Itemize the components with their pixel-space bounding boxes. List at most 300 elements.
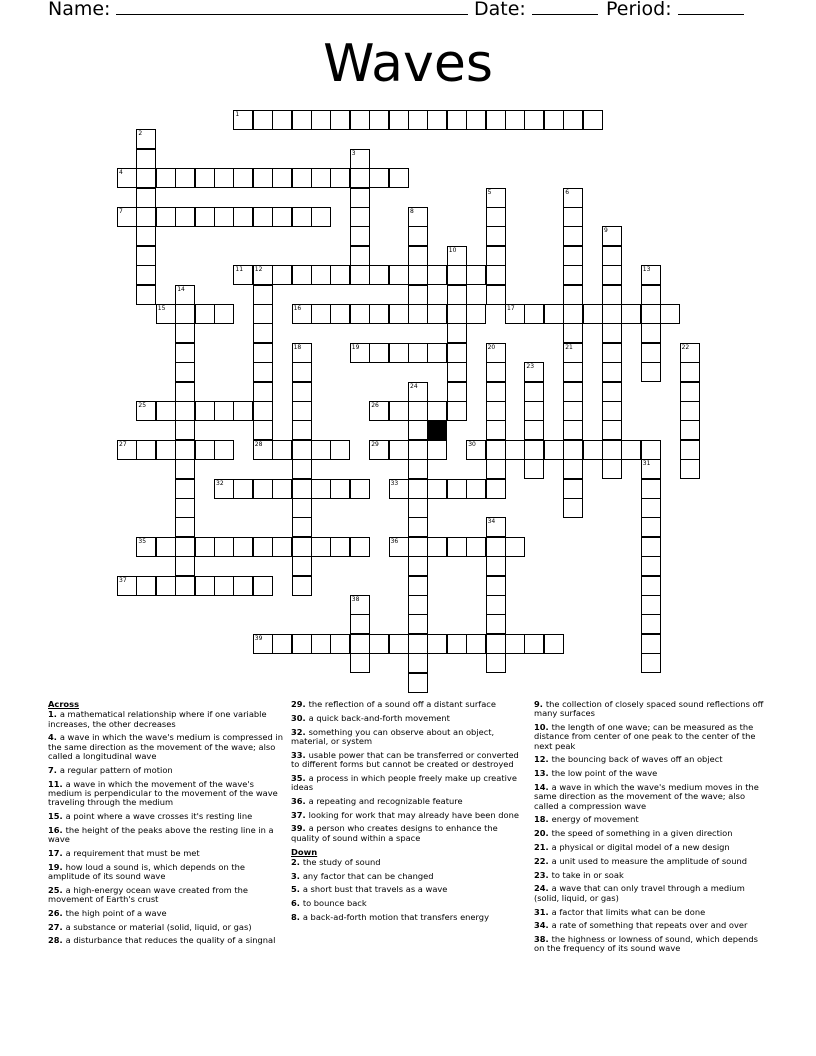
grid-cell[interactable] bbox=[350, 537, 370, 557]
grid-cell[interactable] bbox=[602, 382, 622, 402]
grid-cell[interactable] bbox=[544, 304, 564, 324]
grid-cell[interactable] bbox=[505, 304, 525, 324]
grid-cell[interactable] bbox=[563, 110, 583, 130]
grid-cell[interactable] bbox=[330, 304, 350, 324]
grid-cell[interactable] bbox=[583, 110, 603, 130]
grid-cell[interactable] bbox=[233, 576, 253, 596]
grid-cell[interactable] bbox=[253, 440, 273, 460]
grid-cell[interactable] bbox=[292, 537, 312, 557]
grid-cell[interactable] bbox=[486, 188, 506, 208]
grid-cell[interactable] bbox=[292, 556, 312, 576]
grid-cell[interactable] bbox=[466, 479, 486, 499]
grid-cell[interactable] bbox=[369, 168, 389, 188]
grid-cell[interactable] bbox=[505, 634, 525, 654]
grid-cell[interactable] bbox=[117, 207, 137, 227]
grid-cell[interactable] bbox=[408, 634, 428, 654]
grid-cell[interactable] bbox=[486, 110, 506, 130]
grid-cell[interactable] bbox=[641, 653, 661, 673]
grid-cell[interactable] bbox=[233, 168, 253, 188]
grid-cell[interactable] bbox=[563, 265, 583, 285]
grid-cell[interactable] bbox=[117, 576, 137, 596]
grid-cell[interactable] bbox=[486, 265, 506, 285]
grid-cell[interactable] bbox=[350, 479, 370, 499]
grid-cell[interactable] bbox=[156, 304, 176, 324]
grid-cell[interactable] bbox=[136, 440, 156, 460]
grid-cell[interactable] bbox=[369, 265, 389, 285]
grid-cell[interactable] bbox=[524, 440, 544, 460]
grid-cell[interactable] bbox=[408, 207, 428, 227]
grid-cell[interactable] bbox=[156, 537, 176, 557]
grid-cell[interactable] bbox=[233, 110, 253, 130]
grid-cell[interactable] bbox=[292, 362, 312, 382]
grid-cell[interactable] bbox=[156, 401, 176, 421]
grid-cell[interactable] bbox=[524, 401, 544, 421]
grid-cell[interactable] bbox=[583, 440, 603, 460]
grid-cell[interactable] bbox=[641, 479, 661, 499]
grid-cell[interactable] bbox=[311, 265, 331, 285]
grid-cell[interactable] bbox=[136, 246, 156, 266]
grid-cell[interactable] bbox=[563, 304, 583, 324]
grid-cell[interactable] bbox=[195, 440, 215, 460]
grid-cell[interactable] bbox=[641, 285, 661, 305]
grid-cell[interactable] bbox=[311, 207, 331, 227]
grid-cell[interactable] bbox=[292, 576, 312, 596]
grid-cell[interactable] bbox=[680, 343, 700, 363]
grid-cell[interactable] bbox=[311, 634, 331, 654]
grid-cell[interactable] bbox=[563, 188, 583, 208]
grid-cell[interactable] bbox=[427, 479, 447, 499]
grid-cell[interactable] bbox=[447, 343, 467, 363]
grid-cell[interactable] bbox=[408, 479, 428, 499]
grid-cell[interactable] bbox=[563, 479, 583, 499]
grid-cell[interactable] bbox=[253, 362, 273, 382]
grid-cell[interactable] bbox=[350, 614, 370, 634]
grid-cell[interactable] bbox=[272, 265, 292, 285]
grid-cell[interactable] bbox=[602, 265, 622, 285]
grid-cell[interactable] bbox=[486, 459, 506, 479]
grid-cell[interactable] bbox=[292, 440, 312, 460]
grid-cell[interactable] bbox=[447, 246, 467, 266]
grid-cell[interactable] bbox=[641, 459, 661, 479]
grid-cell[interactable] bbox=[214, 168, 234, 188]
grid-cell[interactable] bbox=[680, 440, 700, 460]
grid-cell[interactable] bbox=[311, 479, 331, 499]
grid-cell[interactable] bbox=[175, 304, 195, 324]
grid-cell[interactable] bbox=[486, 382, 506, 402]
grid-cell[interactable] bbox=[350, 304, 370, 324]
grid-cell[interactable] bbox=[175, 479, 195, 499]
grid-cell[interactable] bbox=[136, 537, 156, 557]
grid-cell[interactable] bbox=[292, 517, 312, 537]
grid-cell[interactable] bbox=[505, 440, 525, 460]
grid-cell[interactable] bbox=[233, 479, 253, 499]
grid-cell[interactable] bbox=[602, 226, 622, 246]
grid-cell[interactable] bbox=[427, 401, 447, 421]
grid-cell[interactable] bbox=[408, 420, 428, 440]
grid-cell[interactable] bbox=[214, 304, 234, 324]
grid-cell[interactable] bbox=[408, 401, 428, 421]
grid-cell[interactable] bbox=[563, 420, 583, 440]
grid-cell[interactable] bbox=[641, 265, 661, 285]
grid-cell[interactable] bbox=[311, 440, 331, 460]
grid-cell[interactable] bbox=[447, 479, 467, 499]
grid-cell[interactable] bbox=[641, 556, 661, 576]
grid-cell[interactable] bbox=[427, 634, 447, 654]
grid-cell[interactable] bbox=[350, 110, 370, 130]
grid-cell[interactable] bbox=[214, 401, 234, 421]
grid-cell[interactable] bbox=[408, 498, 428, 518]
grid-cell[interactable] bbox=[253, 265, 273, 285]
grid-cell[interactable] bbox=[253, 323, 273, 343]
grid-cell[interactable] bbox=[330, 440, 350, 460]
grid-cell[interactable] bbox=[389, 110, 409, 130]
grid-cell[interactable] bbox=[233, 265, 253, 285]
grid-cell[interactable] bbox=[486, 595, 506, 615]
grid-cell[interactable] bbox=[408, 595, 428, 615]
grid-cell[interactable] bbox=[466, 537, 486, 557]
grid-cell[interactable] bbox=[427, 537, 447, 557]
grid-cell[interactable] bbox=[389, 440, 409, 460]
grid-cell[interactable] bbox=[563, 440, 583, 460]
grid-cell[interactable] bbox=[486, 634, 506, 654]
grid-cell[interactable] bbox=[195, 576, 215, 596]
grid-cell[interactable] bbox=[486, 556, 506, 576]
grid-cell[interactable] bbox=[136, 285, 156, 305]
grid-cell[interactable] bbox=[602, 323, 622, 343]
grid-cell[interactable] bbox=[389, 265, 409, 285]
grid-cell[interactable] bbox=[369, 304, 389, 324]
grid-cell[interactable] bbox=[292, 420, 312, 440]
grid-cell[interactable] bbox=[408, 517, 428, 537]
grid-cell[interactable] bbox=[330, 537, 350, 557]
grid-cell[interactable] bbox=[641, 498, 661, 518]
grid-cell[interactable] bbox=[544, 440, 564, 460]
grid-cell[interactable] bbox=[602, 362, 622, 382]
grid-cell[interactable] bbox=[330, 634, 350, 654]
grid-cell[interactable] bbox=[389, 343, 409, 363]
grid-cell[interactable] bbox=[680, 382, 700, 402]
grid-cell[interactable] bbox=[156, 576, 176, 596]
grid-cell[interactable] bbox=[272, 207, 292, 227]
grid-cell[interactable] bbox=[427, 440, 447, 460]
grid-cell[interactable] bbox=[292, 168, 312, 188]
grid-cell[interactable] bbox=[408, 673, 428, 693]
grid-cell[interactable] bbox=[660, 304, 680, 324]
grid-cell[interactable] bbox=[641, 343, 661, 363]
grid-cell[interactable] bbox=[175, 362, 195, 382]
grid-cell[interactable] bbox=[136, 188, 156, 208]
grid-cell[interactable] bbox=[486, 614, 506, 634]
grid-cell[interactable] bbox=[253, 479, 273, 499]
grid-cell[interactable] bbox=[524, 362, 544, 382]
grid-cell[interactable] bbox=[447, 382, 467, 402]
grid-cell[interactable] bbox=[408, 246, 428, 266]
grid-cell[interactable] bbox=[486, 440, 506, 460]
grid-cell[interactable] bbox=[292, 265, 312, 285]
grid-cell[interactable] bbox=[233, 537, 253, 557]
grid-cell[interactable] bbox=[311, 168, 331, 188]
grid-cell[interactable] bbox=[641, 614, 661, 634]
grid-cell[interactable] bbox=[641, 634, 661, 654]
grid-cell[interactable] bbox=[292, 498, 312, 518]
grid-cell[interactable] bbox=[486, 479, 506, 499]
grid-cell[interactable] bbox=[175, 517, 195, 537]
grid-cell[interactable] bbox=[427, 110, 447, 130]
grid-cell[interactable] bbox=[447, 304, 467, 324]
grid-cell[interactable] bbox=[253, 285, 273, 305]
grid-cell[interactable] bbox=[602, 285, 622, 305]
grid-cell[interactable] bbox=[427, 304, 447, 324]
grid-cell[interactable] bbox=[292, 343, 312, 363]
grid-cell[interactable] bbox=[447, 285, 467, 305]
grid-cell[interactable] bbox=[486, 576, 506, 596]
grid-cell[interactable] bbox=[350, 653, 370, 673]
grid-cell[interactable] bbox=[292, 304, 312, 324]
grid-cell[interactable] bbox=[466, 110, 486, 130]
grid-cell[interactable] bbox=[563, 459, 583, 479]
grid-cell[interactable] bbox=[524, 420, 544, 440]
grid-cell[interactable] bbox=[253, 401, 273, 421]
grid-cell[interactable] bbox=[389, 401, 409, 421]
grid-cell[interactable] bbox=[389, 537, 409, 557]
grid-cell[interactable] bbox=[447, 323, 467, 343]
grid-cell[interactable] bbox=[214, 537, 234, 557]
grid-cell[interactable] bbox=[292, 401, 312, 421]
grid-cell[interactable] bbox=[136, 207, 156, 227]
grid-cell[interactable] bbox=[408, 382, 428, 402]
grid-cell[interactable] bbox=[447, 537, 467, 557]
grid-cell[interactable] bbox=[563, 401, 583, 421]
grid-cell[interactable] bbox=[272, 537, 292, 557]
grid-cell[interactable] bbox=[524, 459, 544, 479]
grid-cell[interactable] bbox=[408, 537, 428, 557]
grid-cell[interactable] bbox=[408, 304, 428, 324]
grid-cell[interactable] bbox=[117, 440, 137, 460]
grid-cell[interactable] bbox=[408, 653, 428, 673]
grid-cell[interactable] bbox=[524, 634, 544, 654]
grid-cell[interactable] bbox=[214, 576, 234, 596]
grid-cell[interactable] bbox=[563, 343, 583, 363]
grid-cell[interactable] bbox=[175, 343, 195, 363]
grid-cell[interactable] bbox=[272, 110, 292, 130]
grid-cell[interactable] bbox=[389, 168, 409, 188]
grid-cell[interactable] bbox=[350, 226, 370, 246]
grid-cell[interactable] bbox=[292, 382, 312, 402]
grid-cell[interactable] bbox=[330, 265, 350, 285]
grid-cell[interactable] bbox=[680, 420, 700, 440]
grid-cell[interactable] bbox=[292, 207, 312, 227]
grid-cell[interactable] bbox=[680, 362, 700, 382]
grid-cell[interactable] bbox=[253, 537, 273, 557]
grid-cell[interactable] bbox=[175, 556, 195, 576]
grid-cell[interactable] bbox=[175, 576, 195, 596]
grid-cell[interactable] bbox=[486, 207, 506, 227]
grid-cell[interactable] bbox=[389, 304, 409, 324]
grid-cell[interactable] bbox=[136, 129, 156, 149]
grid-cell[interactable] bbox=[136, 401, 156, 421]
grid-cell[interactable] bbox=[524, 110, 544, 130]
grid-cell[interactable] bbox=[175, 498, 195, 518]
grid-cell[interactable] bbox=[486, 653, 506, 673]
grid-cell[interactable] bbox=[175, 420, 195, 440]
grid-cell[interactable] bbox=[330, 168, 350, 188]
grid-cell[interactable] bbox=[292, 459, 312, 479]
grid-cell[interactable] bbox=[447, 401, 467, 421]
grid-cell[interactable] bbox=[408, 576, 428, 596]
grid-cell[interactable] bbox=[175, 382, 195, 402]
grid-cell[interactable] bbox=[369, 401, 389, 421]
grid-cell[interactable] bbox=[680, 459, 700, 479]
grid-cell[interactable] bbox=[563, 246, 583, 266]
grid-cell[interactable] bbox=[602, 304, 622, 324]
grid-cell[interactable] bbox=[427, 265, 447, 285]
grid-cell[interactable] bbox=[175, 401, 195, 421]
grid-cell[interactable] bbox=[253, 343, 273, 363]
grid-cell[interactable] bbox=[447, 634, 467, 654]
grid-cell[interactable] bbox=[272, 440, 292, 460]
grid-cell[interactable] bbox=[350, 246, 370, 266]
grid-cell[interactable] bbox=[447, 362, 467, 382]
grid-cell[interactable] bbox=[408, 285, 428, 305]
grid-cell[interactable] bbox=[330, 110, 350, 130]
grid-cell[interactable] bbox=[408, 110, 428, 130]
grid-cell[interactable] bbox=[563, 382, 583, 402]
grid-cell[interactable] bbox=[408, 556, 428, 576]
grid-cell[interactable] bbox=[563, 498, 583, 518]
grid-cell[interactable] bbox=[563, 362, 583, 382]
grid-cell[interactable] bbox=[369, 440, 389, 460]
grid-cell[interactable] bbox=[389, 479, 409, 499]
grid-cell[interactable] bbox=[195, 168, 215, 188]
grid-cell[interactable] bbox=[466, 634, 486, 654]
grid-cell[interactable] bbox=[583, 304, 603, 324]
grid-cell[interactable] bbox=[544, 110, 564, 130]
grid-cell[interactable] bbox=[330, 479, 350, 499]
grid-cell[interactable] bbox=[272, 634, 292, 654]
grid-cell[interactable] bbox=[408, 614, 428, 634]
grid-cell[interactable] bbox=[563, 226, 583, 246]
grid-cell[interactable] bbox=[214, 479, 234, 499]
grid-cell[interactable] bbox=[350, 168, 370, 188]
grid-cell[interactable] bbox=[641, 595, 661, 615]
grid-cell[interactable] bbox=[486, 401, 506, 421]
grid-cell[interactable] bbox=[641, 304, 661, 324]
grid-cell[interactable] bbox=[486, 517, 506, 537]
grid-cell[interactable] bbox=[505, 110, 525, 130]
grid-cell[interactable] bbox=[505, 537, 525, 557]
grid-cell[interactable] bbox=[641, 323, 661, 343]
grid-cell[interactable] bbox=[641, 362, 661, 382]
grid-cell[interactable] bbox=[136, 168, 156, 188]
grid-cell[interactable] bbox=[466, 304, 486, 324]
grid-cell[interactable] bbox=[136, 149, 156, 169]
grid-cell[interactable] bbox=[408, 343, 428, 363]
grid-cell[interactable] bbox=[621, 304, 641, 324]
grid-cell[interactable] bbox=[447, 110, 467, 130]
grid-cell[interactable] bbox=[466, 265, 486, 285]
grid-cell[interactable] bbox=[524, 382, 544, 402]
grid-cell[interactable] bbox=[156, 440, 176, 460]
grid-cell[interactable] bbox=[563, 323, 583, 343]
grid-cell[interactable] bbox=[253, 576, 273, 596]
grid-cell[interactable] bbox=[233, 401, 253, 421]
grid-cell[interactable] bbox=[369, 110, 389, 130]
grid-cell[interactable] bbox=[175, 323, 195, 343]
grid-cell[interactable] bbox=[641, 517, 661, 537]
grid-cell[interactable] bbox=[175, 285, 195, 305]
grid-cell[interactable] bbox=[389, 634, 409, 654]
grid-cell[interactable] bbox=[602, 401, 622, 421]
grid-cell[interactable] bbox=[272, 479, 292, 499]
grid-cell[interactable] bbox=[350, 207, 370, 227]
grid-cell[interactable] bbox=[563, 285, 583, 305]
grid-cell[interactable] bbox=[117, 168, 137, 188]
grid-cell[interactable] bbox=[253, 304, 273, 324]
grid-cell[interactable] bbox=[311, 537, 331, 557]
grid-cell[interactable] bbox=[486, 285, 506, 305]
grid-cell[interactable] bbox=[253, 634, 273, 654]
grid-cell[interactable] bbox=[156, 207, 176, 227]
grid-cell[interactable] bbox=[253, 207, 273, 227]
grid-cell[interactable] bbox=[272, 168, 292, 188]
grid-cell[interactable] bbox=[292, 634, 312, 654]
grid-cell[interactable] bbox=[175, 537, 195, 557]
grid-cell[interactable] bbox=[253, 110, 273, 130]
grid-cell[interactable] bbox=[253, 420, 273, 440]
grid-cell[interactable] bbox=[350, 343, 370, 363]
grid-cell[interactable] bbox=[524, 304, 544, 324]
grid-cell[interactable] bbox=[486, 537, 506, 557]
grid-cell[interactable] bbox=[175, 207, 195, 227]
grid-cell[interactable] bbox=[369, 634, 389, 654]
grid-cell[interactable] bbox=[369, 343, 389, 363]
grid-cell[interactable] bbox=[408, 226, 428, 246]
grid-cell[interactable] bbox=[408, 265, 428, 285]
grid-cell[interactable] bbox=[602, 420, 622, 440]
grid-cell[interactable] bbox=[233, 207, 253, 227]
grid-cell[interactable] bbox=[486, 226, 506, 246]
grid-cell[interactable] bbox=[447, 265, 467, 285]
grid-cell[interactable] bbox=[486, 362, 506, 382]
grid-cell[interactable] bbox=[621, 440, 641, 460]
grid-cell[interactable] bbox=[136, 265, 156, 285]
grid-cell[interactable] bbox=[253, 382, 273, 402]
grid-cell[interactable] bbox=[466, 440, 486, 460]
grid-cell[interactable] bbox=[311, 304, 331, 324]
grid-cell[interactable] bbox=[350, 595, 370, 615]
grid-cell[interactable] bbox=[544, 634, 564, 654]
grid-cell[interactable] bbox=[602, 246, 622, 266]
grid-cell[interactable] bbox=[175, 459, 195, 479]
grid-cell[interactable] bbox=[486, 420, 506, 440]
grid-cell[interactable] bbox=[214, 440, 234, 460]
grid-cell[interactable] bbox=[195, 304, 215, 324]
grid-cell[interactable] bbox=[136, 576, 156, 596]
grid-cell[interactable] bbox=[195, 537, 215, 557]
grid-cell[interactable] bbox=[292, 110, 312, 130]
grid-cell[interactable] bbox=[486, 343, 506, 363]
grid-cell[interactable] bbox=[350, 634, 370, 654]
grid-cell[interactable] bbox=[253, 168, 273, 188]
grid-cell[interactable] bbox=[427, 343, 447, 363]
grid-cell[interactable] bbox=[641, 537, 661, 557]
grid-cell[interactable] bbox=[563, 207, 583, 227]
grid-cell[interactable] bbox=[195, 401, 215, 421]
grid-cell[interactable] bbox=[195, 207, 215, 227]
grid-cell[interactable] bbox=[486, 246, 506, 266]
grid-cell[interactable] bbox=[602, 343, 622, 363]
grid-cell[interactable] bbox=[350, 149, 370, 169]
